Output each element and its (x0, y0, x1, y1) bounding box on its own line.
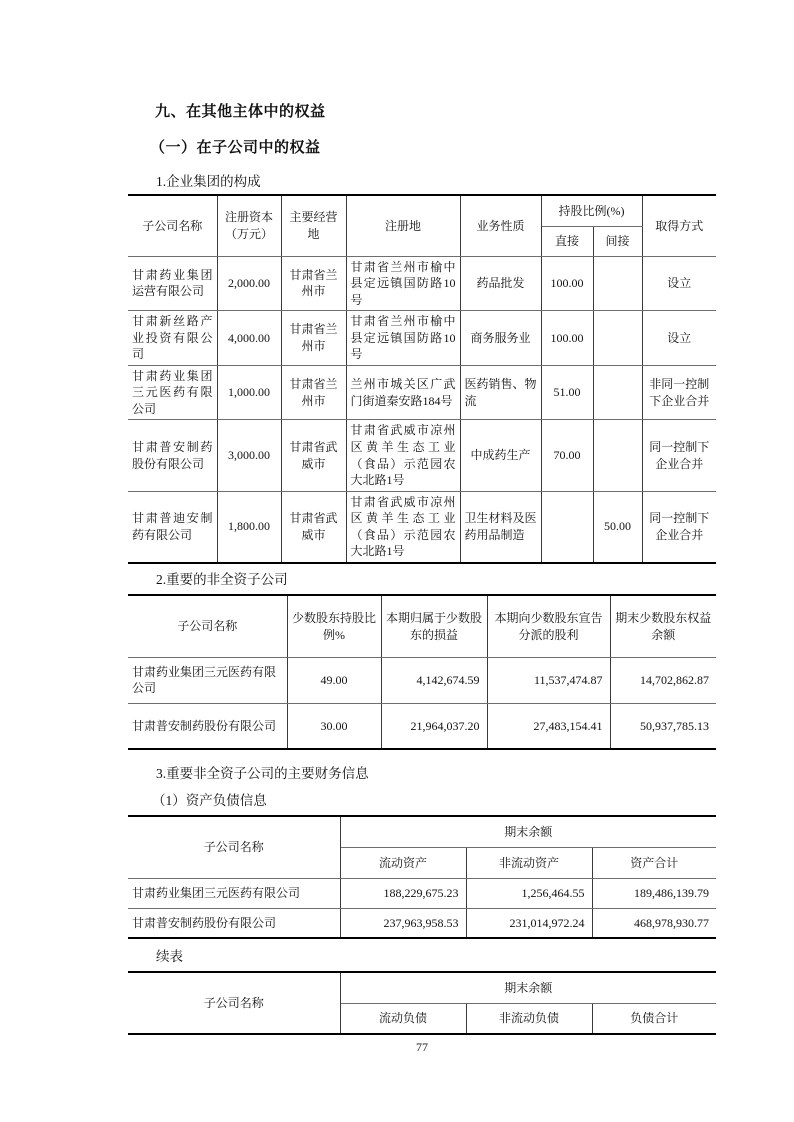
col-header-minority-equity: 期末少数股东权益余额 (610, 595, 716, 657)
col-header-indirect: 间接 (593, 226, 642, 256)
table-row (128, 311, 716, 366)
cell-registered-place: 甘肃省武威市凉州区黄羊生态工业（食品）示范园农大北路1号 (346, 420, 460, 491)
col-header-capital (217, 195, 281, 256)
cell-method: 设立 (642, 311, 716, 366)
section-heading: 九、在其他主体中的权益 (155, 104, 326, 120)
col-header-capital-line2: （万元） (224, 226, 273, 241)
cell-method: 设立 (642, 256, 716, 311)
cell-equity: 14,702,862.87 (610, 657, 716, 703)
table-row (128, 256, 716, 311)
liabilities-header-row-1 (128, 972, 716, 1003)
cell-capital: 1,000.00 (217, 365, 281, 420)
cell-business: 药品批发 (460, 256, 541, 311)
composition-table (128, 194, 716, 564)
cell-method: 非同一控制下企业合并 (642, 365, 716, 420)
table-row (128, 878, 716, 908)
list-item-financials: 3.重要非全资子公司的主要财务信息 (156, 766, 369, 782)
cell-capital: 2,000.00 (217, 256, 281, 311)
cell-subsidiary-name: 甘肃普迪安制药有限公司 (128, 491, 217, 563)
col-header-closing-balance: 期末余额 (340, 816, 716, 847)
col-header-subsidiary: 子公司名称 (128, 816, 340, 878)
cell-subsidiary-name: 甘肃新丝路产业投资有限公司 (128, 311, 217, 366)
cell-subsidiary-name: 甘肃药业集团三元医药有限公司 (128, 365, 217, 420)
table-row (128, 420, 716, 491)
col-header-business-nature: 业务性质 (460, 195, 541, 256)
page-number: 77 (416, 1040, 428, 1054)
list-item-group-composition: 1.企业集团的构成 (156, 173, 261, 189)
cell-registered-place: 甘肃省兰州市榆中县定远镇国防路10号 (346, 311, 460, 366)
assets-table (128, 815, 716, 939)
cell-subsidiary-name: 甘肃药业集团三元医药有限公司 (128, 657, 287, 703)
assets-header-row-1 (128, 816, 716, 847)
subsection-heading: （一）在子公司中的权益 (150, 139, 321, 156)
col-header-direct: 直接 (541, 226, 593, 256)
table-row (128, 365, 716, 420)
cell-indirect (593, 365, 642, 420)
col-header-minority-ratio: 少数股东持股比例% (287, 595, 381, 657)
cell-indirect (593, 311, 642, 366)
cell-capital: 1,800.00 (217, 491, 281, 563)
cell-business: 卫生材料及医药用品制造 (460, 491, 541, 563)
cell-indirect: 50.00 (593, 491, 642, 563)
cell-dividend: 27,483,154.41 (487, 703, 610, 749)
cell-current-assets: 188,229,675.23 (340, 878, 466, 908)
cell-direct: 100.00 (541, 256, 593, 311)
page-content (128, 0, 716, 1035)
cell-noncurrent-assets: 231,014,972.24 (466, 908, 592, 938)
cell-dividend: 11,537,474.87 (487, 657, 610, 703)
table-row (128, 703, 716, 749)
col-header-total-assets: 资产合计 (592, 847, 716, 878)
minority-header-row (128, 595, 716, 657)
col-header-capital-line1: 注册资本 (224, 210, 273, 225)
cell-total-assets: 189,486,139.79 (592, 878, 716, 908)
cell-main-place: 甘肃省武威市 (281, 420, 346, 491)
cell-total-assets: 468,978,930.77 (592, 908, 716, 938)
cell-direct: 51.00 (541, 365, 593, 420)
continued-table-label: 续表 (156, 949, 183, 965)
cell-direct: 70.00 (541, 420, 593, 491)
cell-subsidiary-name: 甘肃普安制药股份有限公司 (128, 420, 217, 491)
list-item-balance-info: （1）资产负债信息 (152, 792, 267, 808)
cell-direct: 100.00 (541, 311, 593, 366)
cell-main-place: 甘肃省兰州市 (281, 311, 346, 366)
cell-business: 医药销售、物流 (460, 365, 541, 420)
cell-current-assets: 237,963,958.53 (340, 908, 466, 938)
col-header-main-place: 主要经营地 (281, 195, 346, 256)
col-header-subsidiary: 子公司名称 (128, 972, 340, 1034)
composition-header-row-1 (128, 195, 716, 226)
cell-profit: 21,964,037.20 (381, 703, 487, 749)
cell-main-place: 甘肃省武威市 (281, 491, 346, 563)
cell-registered-place: 甘肃省兰州市榆中县定远镇国防路10号 (346, 256, 460, 311)
cell-subsidiary-name: 甘肃普安制药股份有限公司 (128, 908, 340, 938)
col-header-total-liabilities: 负债合计 (592, 1003, 716, 1034)
cell-business: 中成药生产 (460, 420, 541, 491)
cell-subsidiary-name: 甘肃药业集团运营有限公司 (128, 256, 217, 311)
cell-direct (541, 491, 593, 563)
cell-indirect (593, 420, 642, 491)
col-header-current-assets: 流动资产 (340, 847, 466, 878)
cell-registered-place: 兰州市城关区广武门街道秦安路184号 (346, 365, 460, 420)
cell-method: 同一控制下企业合并 (642, 420, 716, 491)
cell-profit: 4,142,674.59 (381, 657, 487, 703)
col-header-acquisition: 取得方式 (642, 195, 716, 256)
col-header-minority-dividend: 本期向少数股东宣告分派的股利 (487, 595, 610, 657)
cell-main-place: 甘肃省兰州市 (281, 365, 346, 420)
liabilities-table (128, 971, 716, 1035)
table-row (128, 491, 716, 563)
cell-method: 同一控制下企业合并 (642, 491, 716, 563)
table-row (128, 908, 716, 938)
cell-capital: 4,000.00 (217, 311, 281, 366)
cell-ratio: 30.00 (287, 703, 381, 749)
cell-indirect (593, 256, 642, 311)
list-item-minority: 2.重要的非全资子公司 (156, 571, 288, 587)
cell-capital: 3,000.00 (217, 420, 281, 491)
cell-registered-place: 甘肃省武威市凉州区黄羊生态工业（食品）示范园农大北路1号 (346, 491, 460, 563)
col-header-subsidiary: 子公司名称 (128, 195, 217, 256)
col-header-shareholding: 持股比例(%) (541, 195, 642, 226)
cell-noncurrent-assets: 1,256,464.55 (466, 878, 592, 908)
col-header-noncurrent-liabilities: 非流动负债 (466, 1003, 592, 1034)
col-header-closing-balance: 期末余额 (340, 972, 716, 1003)
minority-interest-table (128, 594, 716, 750)
cell-business: 商务服务业 (460, 311, 541, 366)
cell-subsidiary-name: 甘肃普安制药股份有限公司 (128, 703, 287, 749)
table-row (128, 657, 716, 703)
col-header-subsidiary: 子公司名称 (128, 595, 287, 657)
col-header-noncurrent-assets: 非流动资产 (466, 847, 592, 878)
cell-ratio: 49.00 (287, 657, 381, 703)
col-header-minority-profit: 本期归属于少数股东的损益 (381, 595, 487, 657)
cell-equity: 50,937,785.13 (610, 703, 716, 749)
cell-main-place: 甘肃省兰州市 (281, 256, 346, 311)
col-header-current-liabilities: 流动负债 (340, 1003, 466, 1034)
col-header-registered-place: 注册地 (346, 195, 460, 256)
cell-subsidiary-name: 甘肃药业集团三元医药有限公司 (128, 878, 340, 908)
